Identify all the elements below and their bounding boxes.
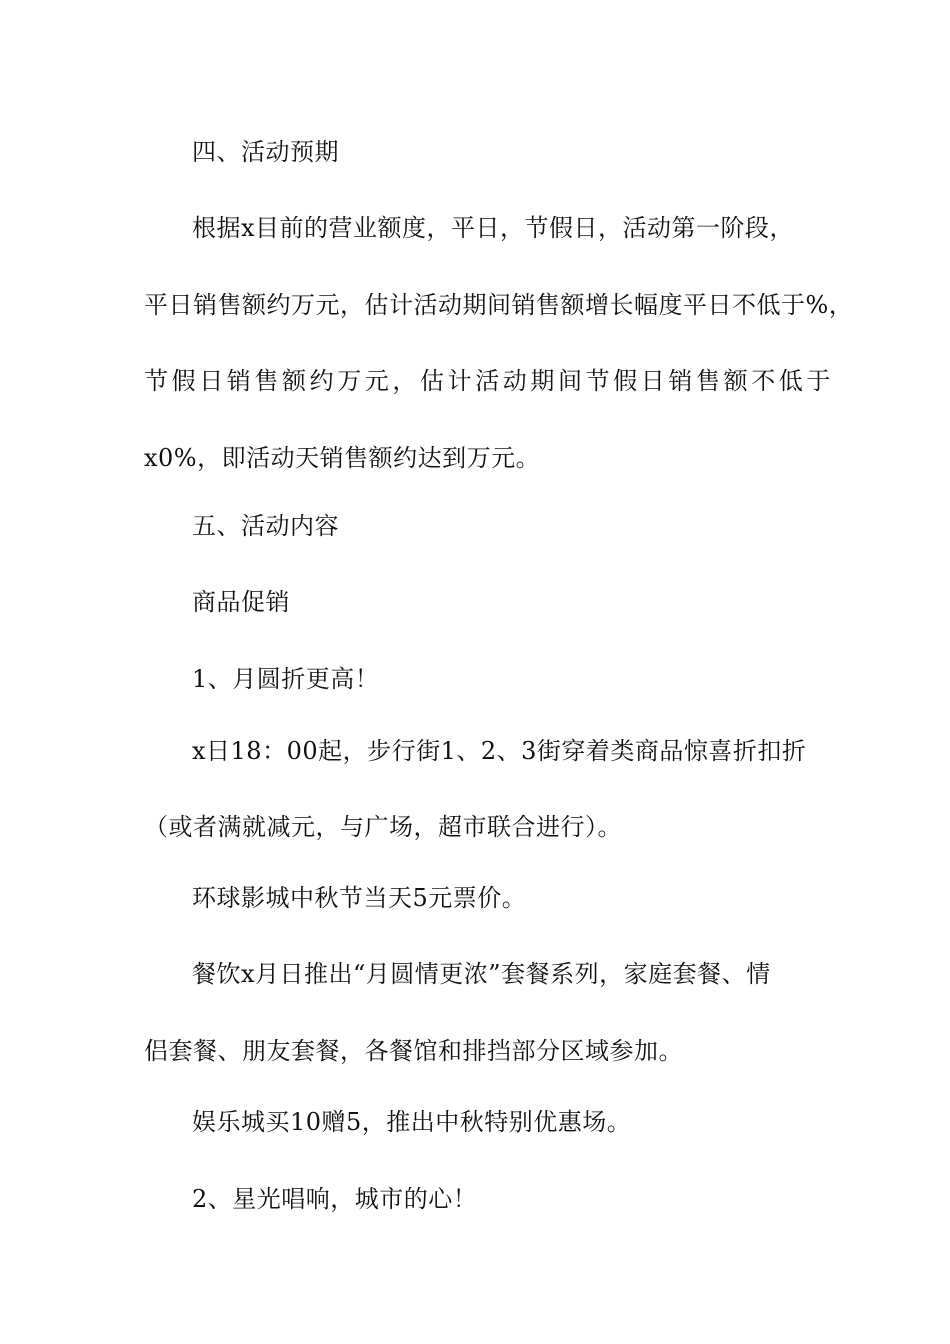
paragraph-line: x0%，即活动天销售额约达到万元。 [144, 444, 541, 472]
paragraph-line: 环球影城中秋节当天5元票价。 [192, 884, 527, 912]
paragraph-line: x日18：00起，步行街1、2、3街穿着类商品惊喜折扣折 [192, 737, 807, 765]
paragraph-line: （或者满就减元，与广场，超市联合进行）。 [144, 813, 622, 841]
section-heading-expectation: 四、活动预期 [192, 138, 339, 166]
item-heading: 1、月圆折更高！ [192, 665, 380, 693]
paragraph-line: 侣套餐、朋友套餐，各餐馆和排挡部分区域参加。 [144, 1037, 683, 1065]
paragraph-line: 平日销售额约万元，估计活动期间销售额增长幅度平日不低于%， [144, 291, 854, 319]
subheading-promotion: 商品促销 [192, 588, 290, 616]
paragraph-line: 节假日销售额约万元，估计活动期间节假日销售额不低于 [144, 367, 834, 395]
item-heading: 2、星光唱响，城市的心！ [192, 1185, 478, 1213]
paragraph-line: 餐饮x月日推出“月圆情更浓”套餐系列，家庭套餐、情 [192, 960, 771, 988]
paragraph-line: 娱乐城买10赠5，推出中秋特别优惠场。 [192, 1108, 632, 1136]
section-heading-content: 五、活动内容 [192, 512, 339, 540]
paragraph-line: 根据x目前的营业额度，平日，节假日，活动第一阶段， [192, 214, 795, 242]
